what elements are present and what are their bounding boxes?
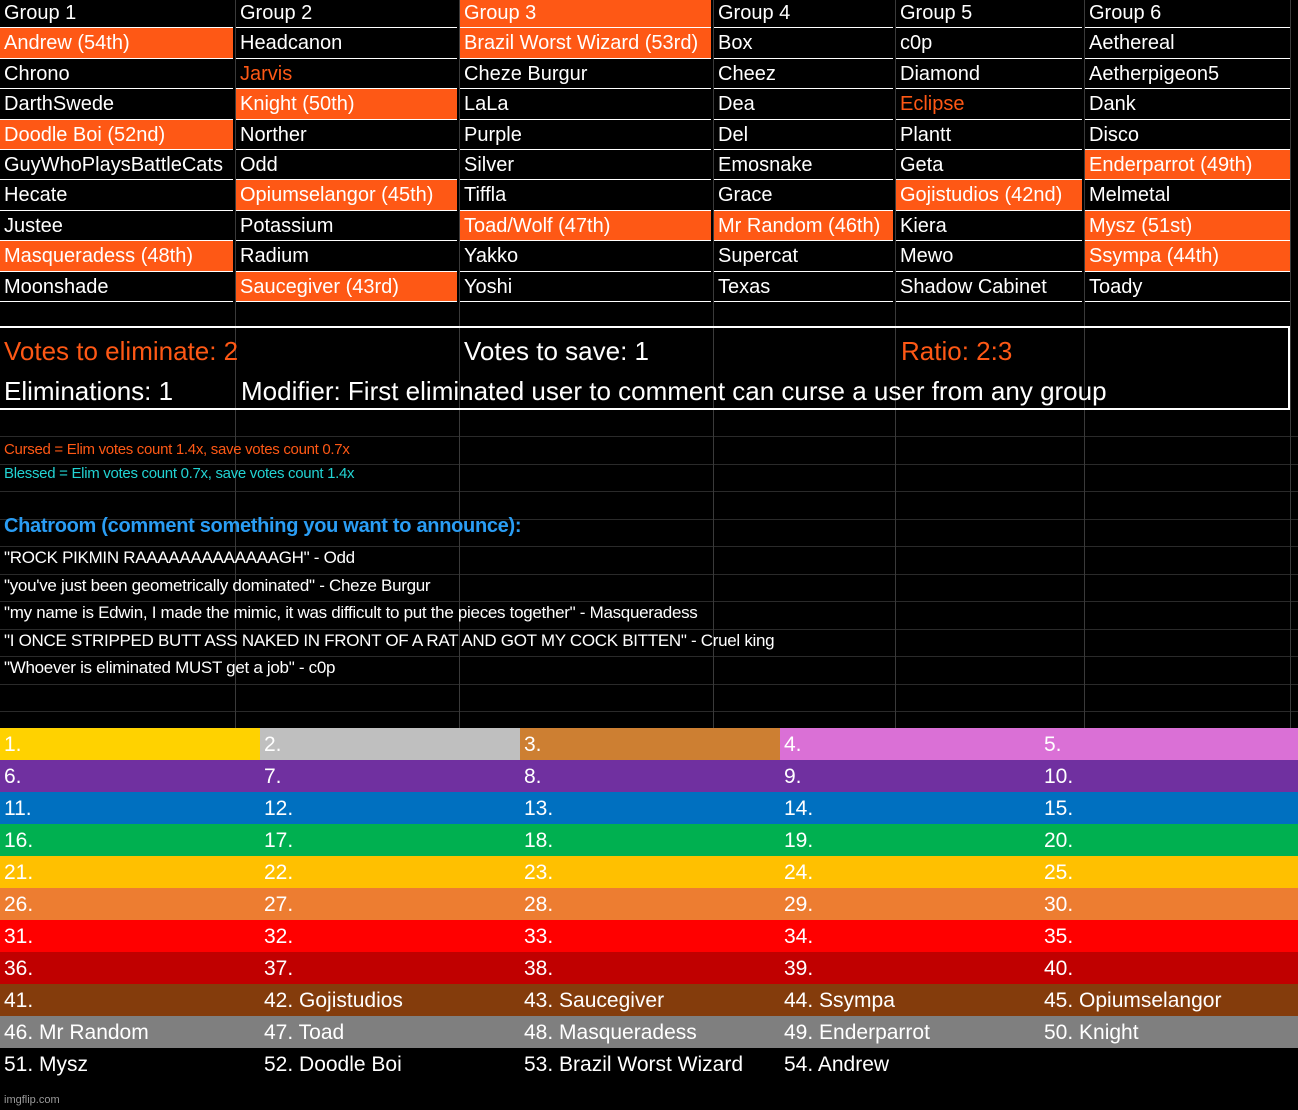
ranking-place-cell: 27. <box>264 893 294 916</box>
ranking-place-cell: 52. Doodle Boi <box>264 1053 402 1076</box>
group-member-cell: Mysz (51st) <box>1085 211 1290 241</box>
group-row-separator <box>714 119 893 120</box>
ranking-place-cell: 30. <box>1044 893 1074 916</box>
group-row-separator <box>236 210 457 211</box>
ranking-place-cell: 19. <box>784 829 814 852</box>
group-member-cell: Hecate <box>4 184 68 207</box>
group-member-cell: Toad/Wolf (47th) <box>460 211 711 241</box>
ranking-row <box>0 728 1298 760</box>
group-member-cell: Shadow Cabinet <box>900 275 1047 298</box>
group-row-separator <box>236 271 457 272</box>
group-row-separator <box>0 88 233 89</box>
group-row-separator <box>460 149 711 150</box>
group-row-separator <box>896 119 1082 120</box>
group-member-cell: Diamond <box>900 62 981 85</box>
group-row-separator <box>714 271 893 272</box>
ranking-place-cell: 47. Toad <box>264 1021 345 1044</box>
grid-row-line <box>0 711 1298 712</box>
group-header: Group 4 <box>718 2 791 24</box>
group-member-cell: Melmetal <box>1089 184 1171 207</box>
ranking-place-cell: 10. <box>1044 765 1074 788</box>
grid-row-line <box>0 629 1298 630</box>
group-member-cell: Enderparrot (49th) <box>1085 150 1290 180</box>
group-row-separator <box>0 210 233 211</box>
group-row-separator <box>460 301 711 302</box>
votes-to-eliminate: Votes to eliminate: 2 <box>4 336 239 366</box>
group-member-cell: Chrono <box>4 62 70 85</box>
ranking-place-cell: 35. <box>1044 925 1074 948</box>
group-row-separator <box>0 149 233 150</box>
group-row-separator <box>460 119 711 120</box>
group-member-cell: Mewo <box>900 245 954 268</box>
cursed-note: Cursed = Elim votes count 1.4x, save votes count 0.7x <box>4 441 350 458</box>
ranking-place-cell: 32. <box>264 925 294 948</box>
group-member-cell: Opiumselangor (45th) <box>236 180 457 210</box>
group-member-cell: Yakko <box>464 245 519 268</box>
group-row-separator <box>714 149 893 150</box>
group-row-separator <box>714 301 893 302</box>
group-member-cell: GuyWhoPlaysBattleCats <box>4 154 223 176</box>
group-header: Group 3 <box>460 0 711 28</box>
ranking-place-cell: 42. Gojistudios <box>264 989 403 1012</box>
ranking-place-cell: 54. Andrew <box>784 1053 890 1076</box>
group-row-separator <box>460 88 711 89</box>
group-row-separator <box>714 58 893 59</box>
vote-summary-box <box>0 326 1290 410</box>
ranking-place-cell: 44. Ssympa <box>784 989 895 1012</box>
group-row-separator <box>1085 119 1290 120</box>
ranking-place-cell: 43. Saucegiver <box>524 989 665 1012</box>
group-member-cell: Cheze Burgur <box>464 62 588 85</box>
group-row-separator <box>714 179 893 180</box>
ranking-place-cell: 31. <box>4 925 34 948</box>
group-row-separator <box>1085 27 1290 28</box>
chat-message: "Whoever is eliminated MUST get a job" - c0p <box>4 658 336 677</box>
group-member-cell: Texas <box>718 275 771 298</box>
group-member-cell: Masqueradess (48th) <box>0 241 233 271</box>
group-member-cell: Disco <box>1089 123 1140 146</box>
group-member-cell: Saucegiver (43rd) <box>236 272 457 302</box>
group-row-separator <box>0 301 233 302</box>
watermark: imgflip.com <box>4 1094 60 1106</box>
group-row-separator <box>714 88 893 89</box>
group-header: Group 5 <box>900 2 973 24</box>
group-member-cell: DarthSwede <box>4 93 115 116</box>
grid-row-line <box>0 491 1298 492</box>
group-member-cell: Jarvis <box>240 62 293 85</box>
chat-message: "you've just been geometrically dominated" - Cheze Burgur <box>4 576 431 595</box>
group-row-separator <box>896 240 1082 241</box>
group-member-cell: Doodle Boi (52nd) <box>0 120 233 150</box>
ranking-place-cell: 26. <box>4 893 34 916</box>
group-row-separator <box>1085 210 1290 211</box>
group-row-separator <box>896 58 1082 59</box>
ranking-place-cell: 28. <box>524 893 554 916</box>
group-row-separator <box>460 210 711 211</box>
group-row-separator <box>714 27 893 28</box>
blessed-note: Blessed = Elim votes count 0.7x, save votes count 1.4x <box>4 465 355 482</box>
ranking-row <box>0 1016 1298 1048</box>
ranking-place-cell: 13. <box>524 797 554 820</box>
group-header: Group 1 <box>4 2 77 24</box>
grid-row-line <box>0 546 1298 547</box>
ranking-row <box>0 984 1298 1016</box>
group-row-separator <box>896 149 1082 150</box>
group-row-separator <box>236 240 457 241</box>
group-member-cell: Justee <box>4 214 63 237</box>
ranking-place-cell: 21. <box>4 861 34 884</box>
group-row-separator <box>1085 88 1290 89</box>
ranking-place-cell: 45. Opiumselangor <box>1044 989 1222 1012</box>
ranking-place-cell: 33. <box>524 925 554 948</box>
grid-row-line <box>0 656 1298 657</box>
group-member-cell: Aetherpigeon5 <box>1089 62 1220 85</box>
group-row-separator <box>236 119 457 120</box>
ratio: Ratio: 2:3 <box>901 336 1013 366</box>
group-row-separator <box>0 27 233 28</box>
group-row-separator <box>0 58 233 59</box>
group-row-separator <box>0 271 233 272</box>
group-member-cell: Cheez <box>718 62 776 85</box>
ranking-place-cell: 40. <box>1044 957 1074 980</box>
group-row-separator <box>236 149 457 150</box>
group-member-cell: Mr Random (46th) <box>714 211 893 241</box>
votes-to-save: Votes to save: 1 <box>464 336 650 366</box>
group-row-separator <box>0 240 233 241</box>
group-row-separator <box>1085 301 1290 302</box>
group-member-cell: Eclipse <box>900 93 965 116</box>
group-row-separator <box>236 27 457 28</box>
group-row-separator <box>236 301 457 302</box>
group-member-cell: Supercat <box>718 245 799 268</box>
ranking-place-cell: 53. Brazil Worst Wizard <box>524 1053 743 1076</box>
group-row-separator <box>236 88 457 89</box>
group-member-cell: Box <box>718 32 753 55</box>
group-row-separator <box>896 179 1082 180</box>
group-member-cell: Geta <box>900 154 944 176</box>
group-row-separator <box>714 240 893 241</box>
eliminations-count: Eliminations: 1 <box>4 376 174 406</box>
group-member-cell: c0p <box>900 32 933 55</box>
group-row-separator <box>1085 149 1290 150</box>
group-row-separator <box>896 27 1082 28</box>
group-member-cell: Silver <box>464 154 515 176</box>
group-row-separator <box>896 271 1082 272</box>
group-row-separator <box>460 27 711 28</box>
group-member-cell: Norther <box>240 123 307 146</box>
ranking-place-cell: 29. <box>784 893 814 916</box>
group-member-cell: Purple <box>464 123 522 146</box>
ranking-place-cell <box>1040 1048 1298 1080</box>
group-row-separator <box>460 58 711 59</box>
ranking-place-cell: 41. <box>4 989 34 1012</box>
ranking-place-cell: 5. <box>1040 728 1298 760</box>
group-row-separator <box>1085 179 1290 180</box>
ranking-place-cell: 11. <box>4 797 32 820</box>
group-member-cell: Andrew (54th) <box>0 28 233 58</box>
group-row-separator <box>714 210 893 211</box>
group-row-separator <box>236 58 457 59</box>
ranking-place-cell: 24. <box>784 861 814 884</box>
group-member-cell: Toady <box>1089 275 1143 298</box>
grid-row-line <box>0 436 1298 437</box>
ranking-place-cell: 34. <box>784 925 814 948</box>
group-member-cell: Dea <box>718 93 755 116</box>
group-member-cell: Gojistudios (42nd) <box>896 180 1082 210</box>
chatroom-title: Chatroom (comment something you want to announce): <box>4 515 522 537</box>
group-row-separator <box>460 240 711 241</box>
group-member-cell: Headcanon <box>240 32 343 55</box>
ranking-row <box>0 888 1298 920</box>
group-member-cell: Dank <box>1089 93 1136 116</box>
group-member-cell: Yoshi <box>464 275 513 298</box>
group-member-cell: Tiffla <box>464 184 507 207</box>
ranking-place-cell: 38. <box>524 957 554 980</box>
grid-row-line <box>0 574 1298 575</box>
group-member-cell: LaLa <box>464 93 509 116</box>
ranking-place-cell: 22. <box>264 861 294 884</box>
ranking-place-cell: 14. <box>784 797 814 820</box>
ranking-row <box>0 952 1298 984</box>
group-row-separator <box>1085 240 1290 241</box>
group-member-cell: Plantt <box>900 123 952 146</box>
ranking-place-cell: 50. Knight <box>1044 1021 1139 1044</box>
ranking-place-cell: 1. <box>0 728 260 760</box>
group-member-cell: Aethereal <box>1089 32 1175 55</box>
group-member-cell: Knight (50th) <box>236 89 457 119</box>
group-row-separator <box>236 179 457 180</box>
chat-message: "ROCK PIKMIN RAAAAAAAAAAAAAGH" - Odd <box>4 548 355 567</box>
ranking-place-cell: 6. <box>4 765 22 788</box>
group-row-separator <box>896 210 1082 211</box>
elimination-ranking-table <box>0 728 1298 1110</box>
chat-message: "my name is Edwin, I made the mimic, it was difficult to put the pieces together" - Masqueradess <box>4 603 698 622</box>
ranking-row <box>0 856 1298 888</box>
ranking-place-cell: 4. <box>780 728 1040 760</box>
ranking-place-cell: 39. <box>784 957 814 980</box>
group-row-separator <box>896 88 1082 89</box>
group-header: Group 6 <box>1089 2 1162 24</box>
group-member-cell: Del <box>718 123 749 146</box>
ranking-place-cell: 17. <box>264 829 294 852</box>
group-row-separator <box>0 119 233 120</box>
ranking-row <box>0 792 1298 824</box>
ranking-place-cell: 49. Enderparrot <box>784 1021 930 1044</box>
group-member-cell: Potassium <box>240 214 334 237</box>
ranking-row <box>0 920 1298 952</box>
group-member-cell: Grace <box>718 184 773 207</box>
group-member-cell: Emosnake <box>718 154 813 176</box>
ranking-row <box>0 760 1298 792</box>
ranking-place-cell: 46. Mr Random <box>4 1021 149 1044</box>
group-member-cell: Kiera <box>900 214 947 237</box>
ranking-place-cell: 12. <box>264 797 294 820</box>
group-member-cell: Ssympa (44th) <box>1085 241 1290 271</box>
ranking-row <box>0 1048 1298 1080</box>
chat-message: "I ONCE STRIPPED BUTT ASS NAKED IN FRONT OF A RAT AND GOT MY COCK BITTEN" - Cruel king <box>4 631 775 650</box>
grid-column-line <box>1290 0 1291 728</box>
group-row-separator <box>1085 58 1290 59</box>
ranking-row <box>0 824 1298 856</box>
ranking-place-cell: 36. <box>4 957 34 980</box>
group-row-separator <box>0 179 233 180</box>
ranking-place-cell: 2. <box>260 728 520 760</box>
modifier-text: Modifier: First eliminated user to comment can curse a user from any group <box>241 376 1107 406</box>
group-member-cell: Moonshade <box>4 275 109 298</box>
group-row-separator <box>460 271 711 272</box>
ranking-place-cell: 48. Masqueradess <box>524 1021 697 1044</box>
ranking-place-cell: 51. Mysz <box>4 1053 89 1076</box>
ranking-place-cell: 3. <box>520 728 780 760</box>
ranking-place-cell: 18. <box>524 829 554 852</box>
ranking-place-cell: 7. <box>264 765 282 788</box>
grid-row-line <box>0 684 1298 685</box>
ranking-place-cell: 23. <box>524 861 554 884</box>
ranking-place-cell: 15. <box>1044 797 1074 820</box>
group-header: Group 2 <box>240 2 313 24</box>
ranking-place-cell: 20. <box>1044 829 1074 852</box>
group-member-cell: Radium <box>240 245 309 268</box>
group-row-separator <box>1085 271 1290 272</box>
ranking-place-cell: 25. <box>1044 861 1074 884</box>
ranking-place-cell: 9. <box>784 765 802 788</box>
ranking-place-cell: 16. <box>4 829 34 852</box>
ranking-place-cell: 37. <box>264 957 294 980</box>
group-member-cell: Brazil Worst Wizard (53rd) <box>460 28 711 58</box>
group-row-separator <box>460 179 711 180</box>
group-member-cell: Odd <box>240 154 278 176</box>
group-row-separator <box>896 301 1082 302</box>
ranking-place-cell: 8. <box>524 765 542 788</box>
grid-row-line <box>0 601 1298 602</box>
